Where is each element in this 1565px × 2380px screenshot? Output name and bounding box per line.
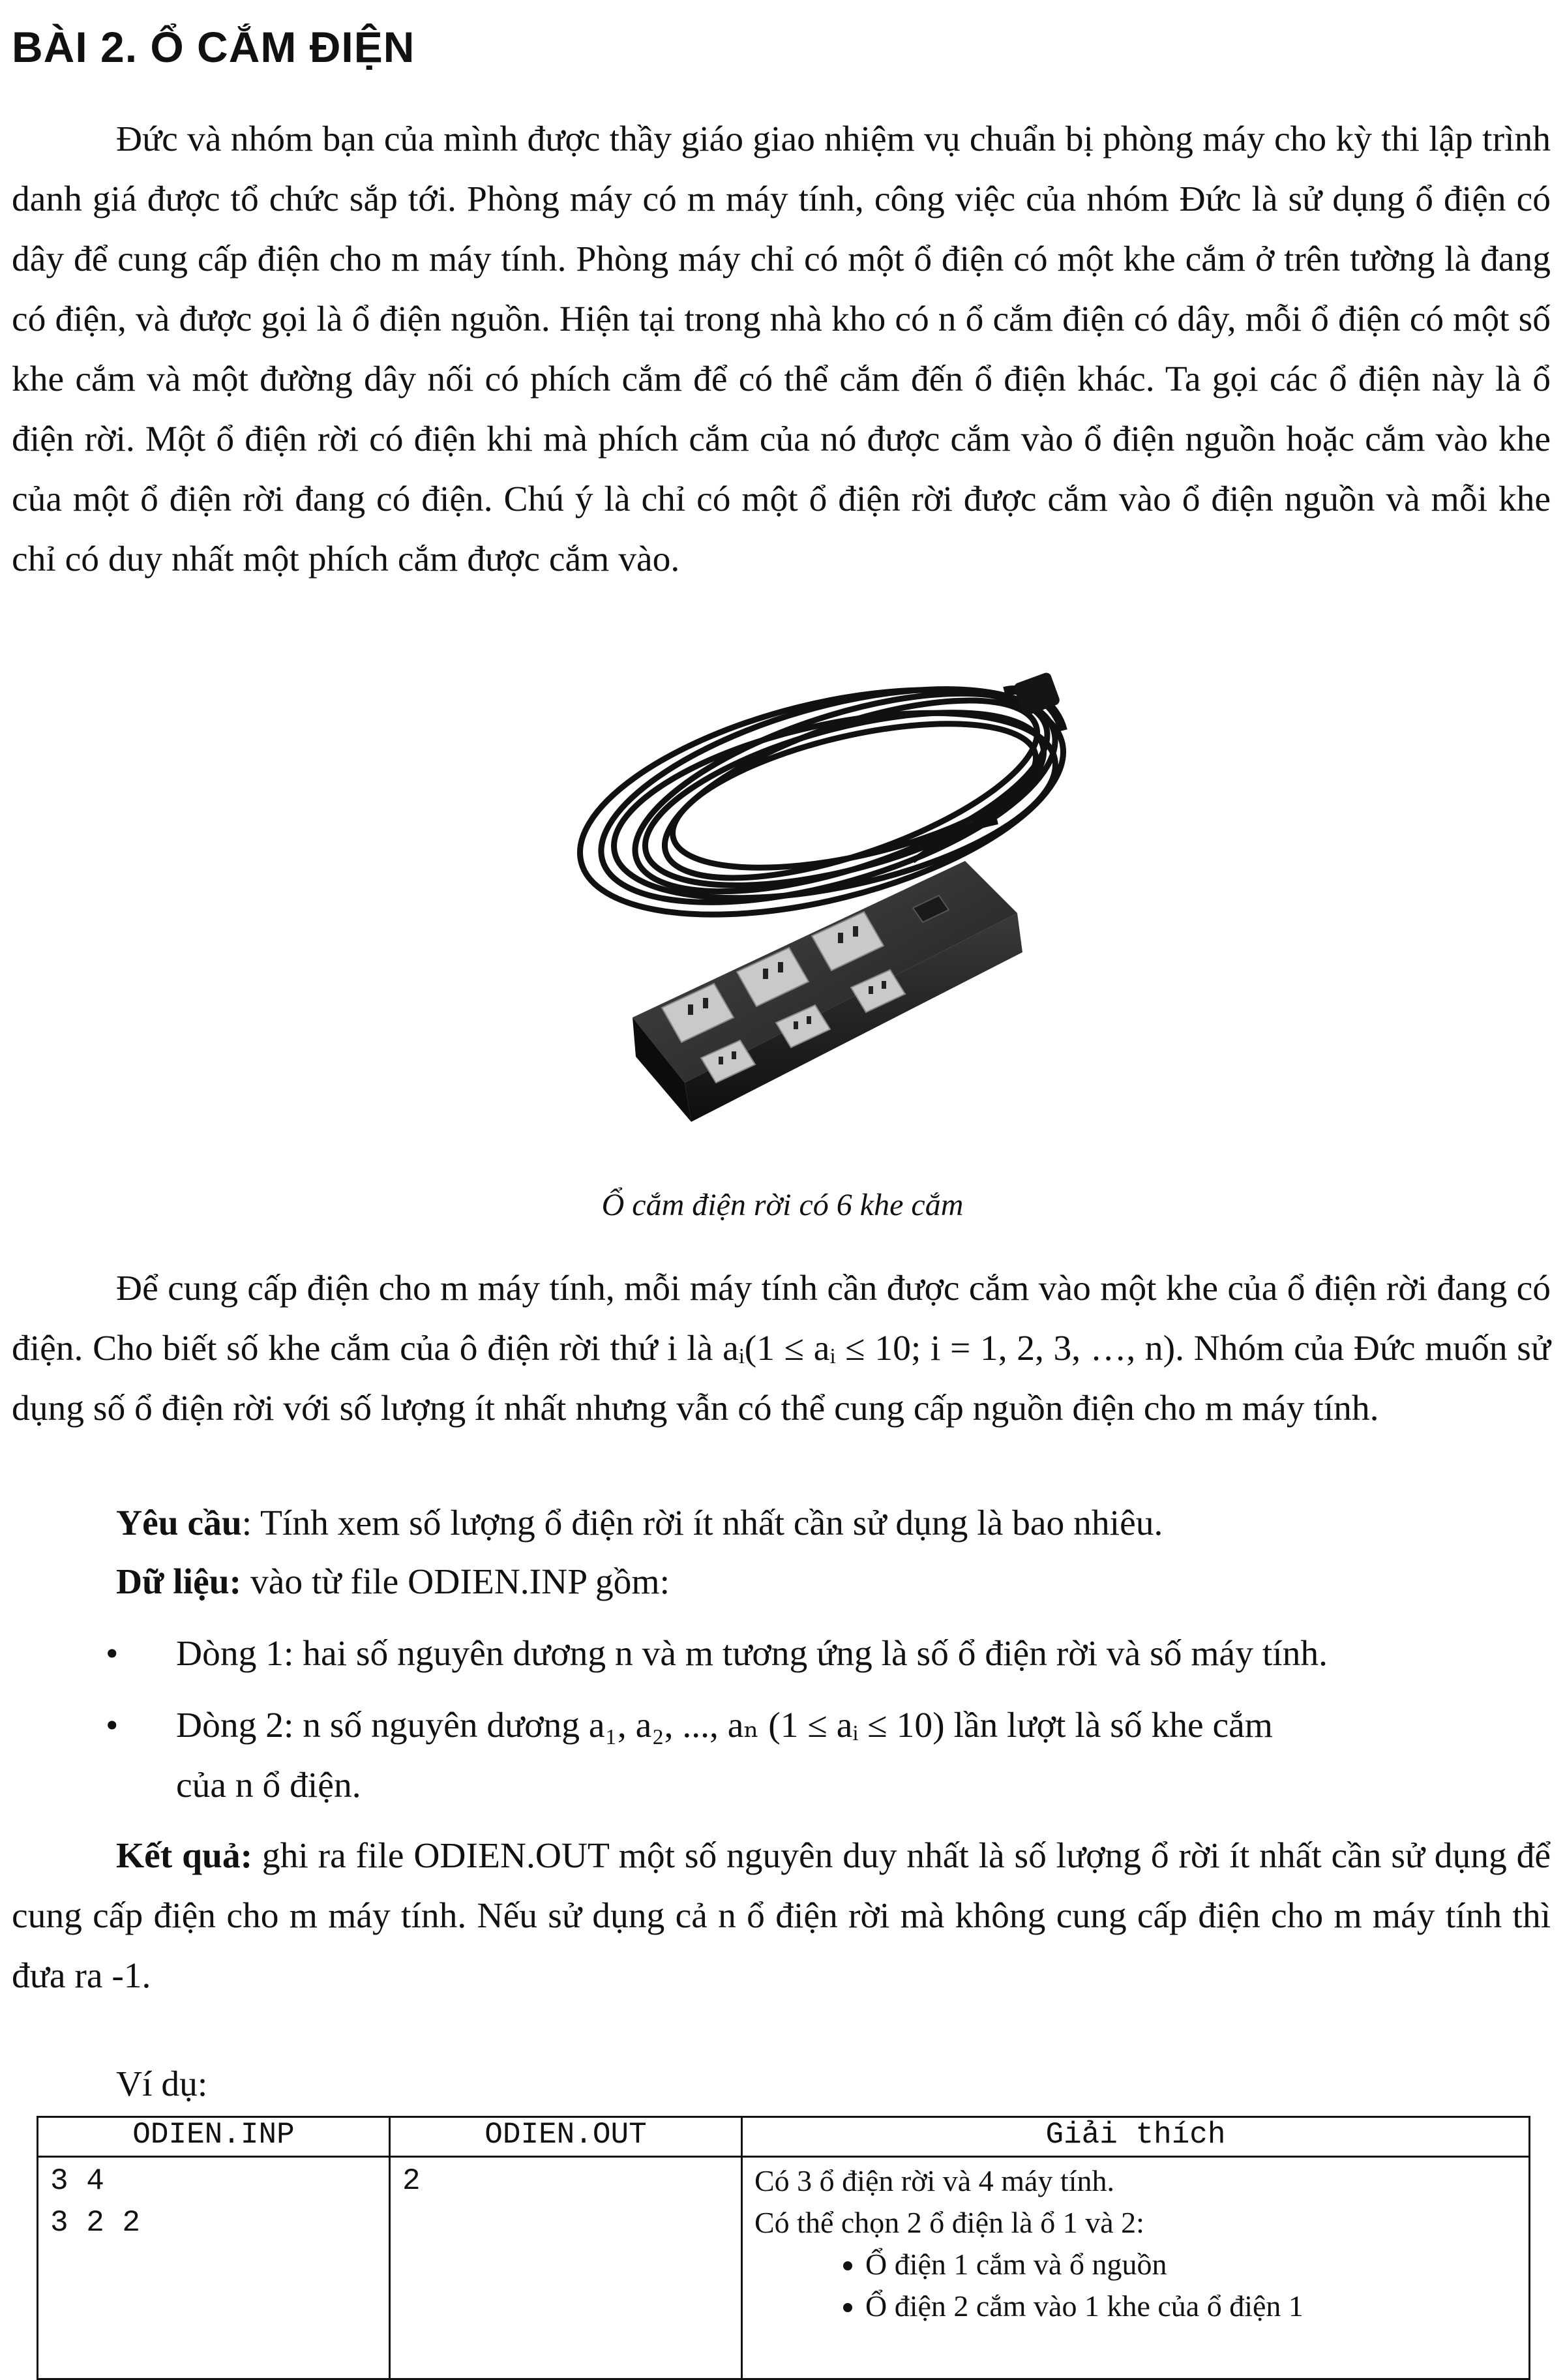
bullet-item-2-cont (176, 1756, 1565, 1816)
power-strip-image (548, 665, 1096, 1161)
cell-inp: 3 4 3 2 2 (38, 2157, 390, 2379)
intro-paragraph: Đức và nhóm bạn của mình được thầy giáo giao nhiệm vụ chuẩn bị phòng máy cho kỳ thi lập trình danh giá được tổ chức sắp tới. Phòng máy có m máy tính, công việc của nhóm Đức là sử dụng ổ điện có dây để cung cấp điện cho m máy tính. Phòng máy chỉ có một ổ điện có một khe cắm ở trên tường là đang có điện, và được gọi là ổ điện nguồn. Hiện tại trong nhà kho có n ổ cắm điện có dây, mỗi ổ điện có một số khe cắm và một đường dây nối có phích cắm để có thể cắm đến ổ điện khác. Ta gọi các ổ điện này là ổ điện rời. Một ổ điện rời có điện khi mà phích cắm của nó được cắm vào ổ điện nguồn hoặc cắm vào khe của một ổ điện rời đang có điện. Chú ý là chỉ có một ổ điện rời được cắm vào ổ điện nguồn và mỗi khe chỉ có duy nhất một phích cắm được cắm vào. (12, 119, 1551, 579)
requirement-text: : Tính xem số lượng ổ điện rời ít nhất cần sử dụng là bao nhiêu. (241, 1503, 1163, 1543)
example-table (37, 2116, 1530, 2380)
bullet-icon: • (106, 1634, 119, 1674)
figure-caption: Ổ cắm điện rời có 6 khe cắm (601, 1188, 964, 1222)
header-explain: Giải thích (742, 2117, 1530, 2157)
requirement-label: Yêu cầu (116, 1503, 242, 1543)
data-text: vào từ file ODIEN.INP gồm: (241, 1562, 670, 1602)
header-inp: ODIEN.INP (38, 2117, 390, 2157)
problem-title: BÀI 2. Ổ CẮM ĐIỆN (12, 23, 415, 71)
explain-list (754, 2244, 1517, 2327)
data-label: Dữ liệu: (116, 1562, 242, 1602)
explain-line-1: Có 3 ổ điện rời và 4 máy tính. (754, 2164, 1114, 2197)
result-label: Kết quả: (116, 1836, 253, 1876)
bullet-text-1: Dòng 1: hai số nguyên dương n và m tương ứng là số ổ điện rời và số máy tính. (176, 1634, 1328, 1674)
cell-out: 2 (390, 2157, 742, 2379)
result-text: ghi ra file ODIEN.OUT một số nguyên duy nhất là số lượng ổ rời ít nhất cần sử dụng để cung cấp điện cho m máy tính. Nếu sử dụng cả n ổ điện rời mà không cung cấp điện cho m máy tính thì đưa ra -1. (12, 1836, 1551, 1996)
bullet-text-2a: Dòng 2: n số nguyên dương a₁, a₂, ..., aₙ (1 ≤ aᵢ ≤ 10) lần lượt là số khe cắm (176, 1706, 1273, 1745)
data-line (12, 1552, 1551, 1612)
table-header-row (38, 2117, 1530, 2157)
explain-line-2: Có thể chọn 2 ổ điện là ổ 1 và 2: (754, 2206, 1144, 2239)
explain-bullet-1: • Ổ điện 1 cắm và ổ nguồn (865, 2244, 1517, 2285)
requirement-line (12, 1494, 1551, 1554)
cell-explain (742, 2157, 1530, 2379)
explain-bullet-2: • Ổ điện 2 cắm vào 1 khe của ổ điện 1 (865, 2285, 1517, 2327)
bullet-text-2b: của n ổ điện. (176, 1766, 361, 1805)
bullet-icon: • (106, 1706, 119, 1745)
example-label: Ví dụ: (116, 2064, 208, 2104)
body-paragraph: Để cung cấp điện cho m máy tính, mỗi máy tính cần được cắm vào một khe của ổ điện rời đang có điện. Cho biết số khe cắm của ô điện rời thứ i là aᵢ(1 ≤ aᵢ ≤ 10; i = 1, 2, 3, …, n). Nhóm của Đức muốn sử dụng số ổ điện rời với số lượng ít nhất nhưng vẫn có thể cung cấp nguồn điện cho m máy tính. (12, 1269, 1551, 1428)
bullet-item-1 (106, 1624, 1565, 1684)
bullet-item-2 (106, 1696, 1565, 1756)
header-out: ODIEN.OUT (390, 2117, 742, 2157)
result-paragraph (12, 1826, 1551, 2006)
table-row (38, 2157, 1530, 2379)
